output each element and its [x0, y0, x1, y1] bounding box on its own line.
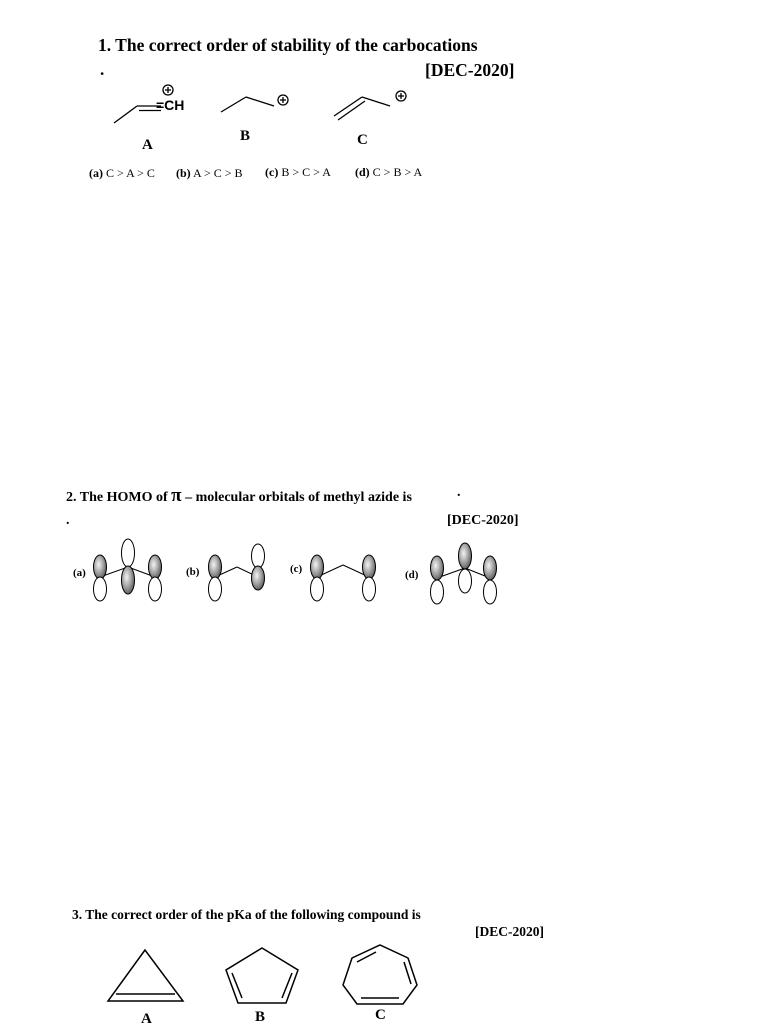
q1-option-b-key: (b)	[176, 166, 191, 180]
label-a: A	[142, 137, 153, 153]
q3-label-a: A	[141, 1011, 152, 1027]
q2-leading-dot: .	[66, 513, 70, 528]
q3-label-c: C	[375, 1007, 386, 1023]
cyclopentadiene-double-bond-1	[232, 973, 242, 998]
q1-option-b-text: A > C > B	[193, 166, 243, 180]
q1-leading-dot: .	[100, 60, 105, 79]
q1-option-d-text: C > B > A	[372, 165, 423, 179]
q2-option-d-label[interactable]: (d)	[405, 569, 419, 581]
q1-tag: [DEC-2020]	[425, 60, 515, 80]
q2-option-a-label[interactable]: (a)	[73, 567, 86, 579]
q1-option-a-key: (a)	[89, 166, 103, 180]
cycloheptatriene-ring	[343, 945, 417, 1004]
label-c: C	[357, 132, 368, 148]
q2-title-prefix: 2. The HOMO of	[66, 490, 172, 505]
cyclopentadiene-ring	[226, 948, 298, 1003]
q1-title: 1. The correct order of stability of the carbocations	[98, 35, 478, 55]
pi-symbol: π	[171, 485, 182, 506]
q2-option-c-label[interactable]: (c)	[290, 563, 303, 575]
q2-option-b-label[interactable]: (b)	[186, 566, 200, 578]
q1-option-d-key: (d)	[355, 165, 370, 179]
q1-option-a-text: C > A > C	[106, 166, 155, 180]
cycloheptatriene-double-bond-1	[357, 952, 376, 962]
a-ch-group: =CH	[156, 97, 185, 113]
label-b: B	[240, 128, 251, 144]
q2-tag: [DEC-2020]	[447, 513, 519, 528]
q3-label-b: B	[255, 1009, 266, 1025]
cyclopentadiene-double-bond-2	[282, 973, 292, 998]
q3-title: 3. The correct order of the pKa of the following compound is	[72, 907, 421, 922]
q1-option-c-text: B > C > A	[281, 165, 331, 179]
q2-trailing-dot: .	[457, 485, 461, 500]
q1-option-c-key: (c)	[265, 165, 279, 179]
q3-tag: [DEC-2020]	[475, 924, 544, 939]
q2-title-suffix: – molecular orbitals of methyl azide is	[181, 490, 412, 505]
